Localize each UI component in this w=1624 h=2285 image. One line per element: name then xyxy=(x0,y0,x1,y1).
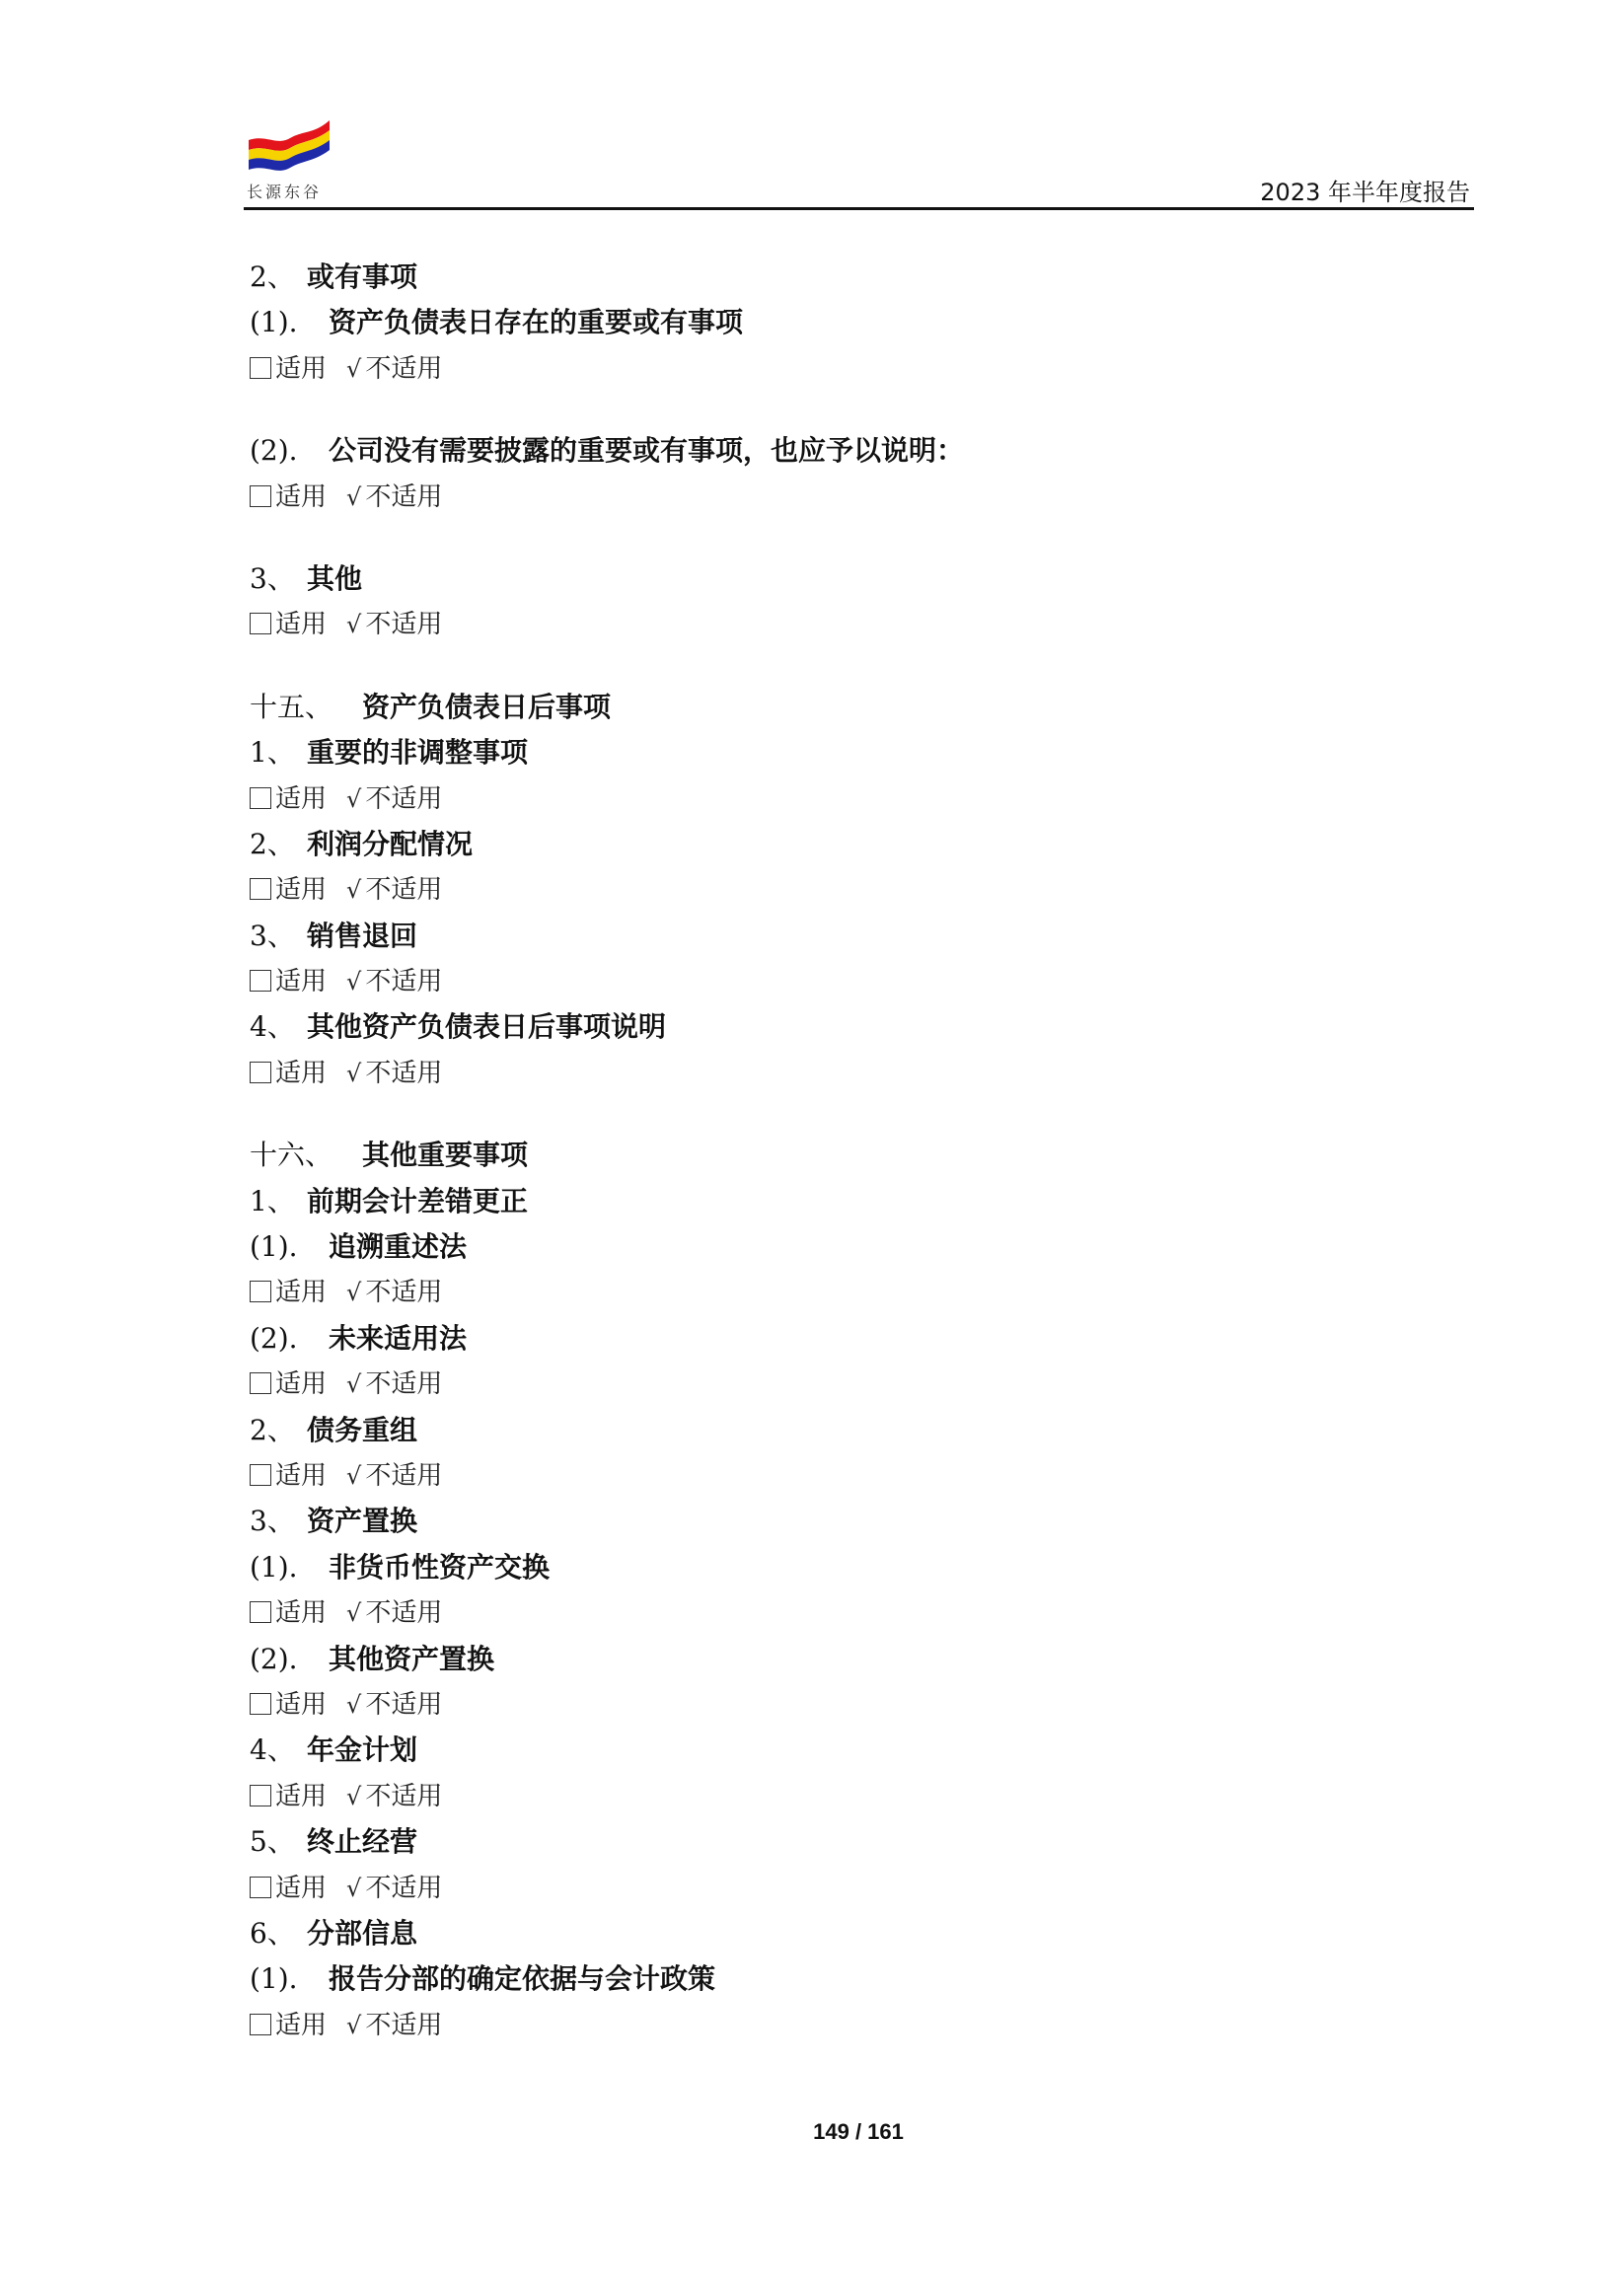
section-number: 4、 xyxy=(250,1733,295,1767)
section-heading xyxy=(250,556,1463,602)
section-number: (2). xyxy=(250,1642,298,1675)
company-logo xyxy=(247,116,332,205)
subsection-heading xyxy=(250,1956,1463,2002)
checkbox-icon xyxy=(250,1785,271,1806)
subsection-heading xyxy=(250,1316,1463,1362)
chapter-title: 资产负债表日后事项 xyxy=(362,690,612,723)
section-title: 未来适用法 xyxy=(329,1321,468,1355)
not-applicable-label: 不适用 xyxy=(365,2010,443,2040)
section-number: 1、 xyxy=(250,736,295,770)
section-number: (1). xyxy=(250,1230,298,1264)
applicability-options xyxy=(250,1362,1463,1407)
not-applicable-label: 不适用 xyxy=(365,353,443,384)
logo-text: 长源东谷 xyxy=(247,183,323,201)
section-number: 1、 xyxy=(250,1184,295,1217)
applicability-options xyxy=(250,867,1463,913)
section-heading xyxy=(250,822,1463,867)
applicability-options xyxy=(250,1051,1463,1096)
checkmark-icon: √ xyxy=(346,482,362,511)
checkbox-icon xyxy=(250,2014,271,2035)
subsection-heading xyxy=(250,1637,1463,1682)
applicability-options xyxy=(250,1866,1463,1911)
applicability-options xyxy=(250,1590,1463,1636)
not-applicable-label: 不适用 xyxy=(365,1369,443,1400)
not-applicable-label: 不适用 xyxy=(365,481,443,512)
logo-wave-icon xyxy=(247,116,332,178)
applicable-label: 适用 xyxy=(275,610,328,640)
not-applicable-label: 不适用 xyxy=(365,1873,443,1903)
section-title: 资产置换 xyxy=(307,1505,418,1538)
checkmark-icon: √ xyxy=(346,1279,362,1307)
checkmark-icon: √ xyxy=(346,1461,362,1490)
chapter-number: 十五、 xyxy=(250,690,333,723)
section-number: 3、 xyxy=(250,561,295,595)
section-title: 追溯重述法 xyxy=(329,1230,468,1264)
section-number: (1). xyxy=(250,1550,298,1584)
checkmark-icon: √ xyxy=(346,1059,362,1087)
chapter-heading xyxy=(250,1133,1463,1178)
report-title: 2023 年半年度报告 xyxy=(1260,179,1470,206)
section-number: (1). xyxy=(250,1962,298,1996)
section-number: (1). xyxy=(250,306,298,339)
applicable-label: 适用 xyxy=(275,1598,328,1629)
section-title: 年金计划 xyxy=(307,1733,418,1767)
section-heading xyxy=(250,1004,1463,1050)
applicability-options xyxy=(250,1453,1463,1499)
applicable-label: 适用 xyxy=(275,875,328,906)
checkmark-icon: √ xyxy=(346,1599,362,1628)
applicable-label: 适用 xyxy=(275,481,328,512)
not-applicable-label: 不适用 xyxy=(365,1598,443,1629)
applicability-options xyxy=(250,1270,1463,1315)
applicable-label: 适用 xyxy=(275,967,328,997)
section-title: 公司没有需要披露的重要或有事项，也应予以说明： xyxy=(329,434,965,468)
not-applicable-label: 不适用 xyxy=(365,967,443,997)
checkmark-icon: √ xyxy=(346,2011,362,2039)
header-divider xyxy=(244,207,1474,210)
subsection-heading xyxy=(250,300,1463,345)
applicability-options xyxy=(250,602,1463,647)
checkbox-icon xyxy=(250,1372,271,1394)
checkbox-icon xyxy=(250,1464,271,1486)
applicable-label: 适用 xyxy=(275,1058,328,1088)
not-applicable-label: 不适用 xyxy=(365,1689,443,1720)
section-title: 前期会计差错更正 xyxy=(307,1184,529,1217)
section-number: 6、 xyxy=(250,1916,295,1950)
not-applicable-label: 不适用 xyxy=(365,875,443,906)
subsection-heading xyxy=(250,1224,1463,1270)
section-title: 分部信息 xyxy=(307,1916,418,1950)
section-heading xyxy=(250,1408,1463,1453)
applicable-label: 适用 xyxy=(275,1369,328,1400)
chapter-title: 其他重要事项 xyxy=(362,1139,529,1172)
checkbox-icon xyxy=(250,1062,271,1083)
section-number: 3、 xyxy=(250,919,295,952)
page-number: 149 / 161 xyxy=(813,2119,904,2144)
section-title: 资产负债表日存在的重要或有事项 xyxy=(329,306,744,339)
applicability-options xyxy=(250,2003,1463,2048)
applicability-options xyxy=(250,959,1463,1004)
checkbox-icon xyxy=(250,787,271,809)
section-heading xyxy=(250,1728,1463,1773)
applicable-label: 适用 xyxy=(275,2010,328,2040)
applicability-options xyxy=(250,1682,1463,1728)
checkmark-icon: √ xyxy=(346,876,362,905)
checkbox-icon xyxy=(250,1877,271,1898)
chapter-heading xyxy=(250,685,1463,730)
applicable-label: 适用 xyxy=(275,783,328,814)
not-applicable-label: 不适用 xyxy=(365,1781,443,1811)
applicable-label: 适用 xyxy=(275,353,328,384)
applicability-options xyxy=(250,1774,1463,1819)
section-title: 其他资产负债表日后事项说明 xyxy=(307,1010,667,1044)
section-title: 利润分配情况 xyxy=(307,827,474,860)
section-heading xyxy=(250,1819,1463,1865)
section-number: 5、 xyxy=(250,1825,295,1859)
section-heading xyxy=(250,1179,1463,1224)
section-title: 终止经营 xyxy=(307,1825,418,1859)
applicable-label: 适用 xyxy=(275,1689,328,1720)
checkbox-icon xyxy=(250,1601,271,1623)
section-title: 销售退回 xyxy=(307,919,418,952)
applicability-options xyxy=(250,776,1463,822)
section-number: (2). xyxy=(250,1321,298,1355)
section-heading xyxy=(250,1499,1463,1544)
checkbox-icon xyxy=(250,970,271,992)
checkbox-icon xyxy=(250,878,271,900)
checkbox-icon xyxy=(250,485,271,507)
section-number: 2、 xyxy=(250,1413,295,1446)
section-title: 其他资产置换 xyxy=(329,1642,495,1675)
document-body xyxy=(250,255,1463,2048)
checkmark-icon: √ xyxy=(346,354,362,383)
applicability-options xyxy=(250,346,1463,392)
section-number: (2). xyxy=(250,434,298,468)
section-heading xyxy=(250,914,1463,959)
section-heading xyxy=(250,255,1463,300)
section-number: 4、 xyxy=(250,1010,295,1044)
not-applicable-label: 不适用 xyxy=(365,610,443,640)
section-number: 2、 xyxy=(250,260,295,293)
section-title: 或有事项 xyxy=(307,260,418,293)
applicable-label: 适用 xyxy=(275,1278,328,1308)
section-number: 2、 xyxy=(250,827,295,860)
not-applicable-label: 不适用 xyxy=(365,1460,443,1491)
section-number: 3、 xyxy=(250,1505,295,1538)
not-applicable-label: 不适用 xyxy=(365,783,443,814)
section-title: 重要的非调整事项 xyxy=(307,736,529,770)
applicability-options xyxy=(250,475,1463,520)
checkmark-icon: √ xyxy=(346,784,362,813)
checkbox-icon xyxy=(250,1281,271,1302)
subsection-heading xyxy=(250,428,1463,474)
chapter-number: 十六、 xyxy=(250,1139,333,1172)
not-applicable-label: 不适用 xyxy=(365,1058,443,1088)
checkmark-icon: √ xyxy=(346,968,362,996)
section-heading xyxy=(250,730,1463,775)
checkbox-icon xyxy=(250,1693,271,1715)
section-title: 其他 xyxy=(307,561,363,595)
section-title: 报告分部的确定依据与会计政策 xyxy=(329,1962,716,1996)
applicable-label: 适用 xyxy=(275,1460,328,1491)
checkmark-icon: √ xyxy=(346,1690,362,1719)
checkbox-icon xyxy=(250,357,271,379)
section-title: 非货币性资产交换 xyxy=(329,1550,551,1584)
section-heading xyxy=(250,1911,1463,1956)
checkmark-icon: √ xyxy=(346,1782,362,1810)
section-title: 债务重组 xyxy=(307,1413,418,1446)
checkmark-icon: √ xyxy=(346,1370,362,1399)
checkbox-icon xyxy=(250,613,271,634)
subsection-heading xyxy=(250,1545,1463,1590)
applicable-label: 适用 xyxy=(275,1781,328,1811)
checkmark-icon: √ xyxy=(346,1874,362,1902)
checkmark-icon: √ xyxy=(346,611,362,639)
not-applicable-label: 不适用 xyxy=(365,1278,443,1308)
applicable-label: 适用 xyxy=(275,1873,328,1903)
